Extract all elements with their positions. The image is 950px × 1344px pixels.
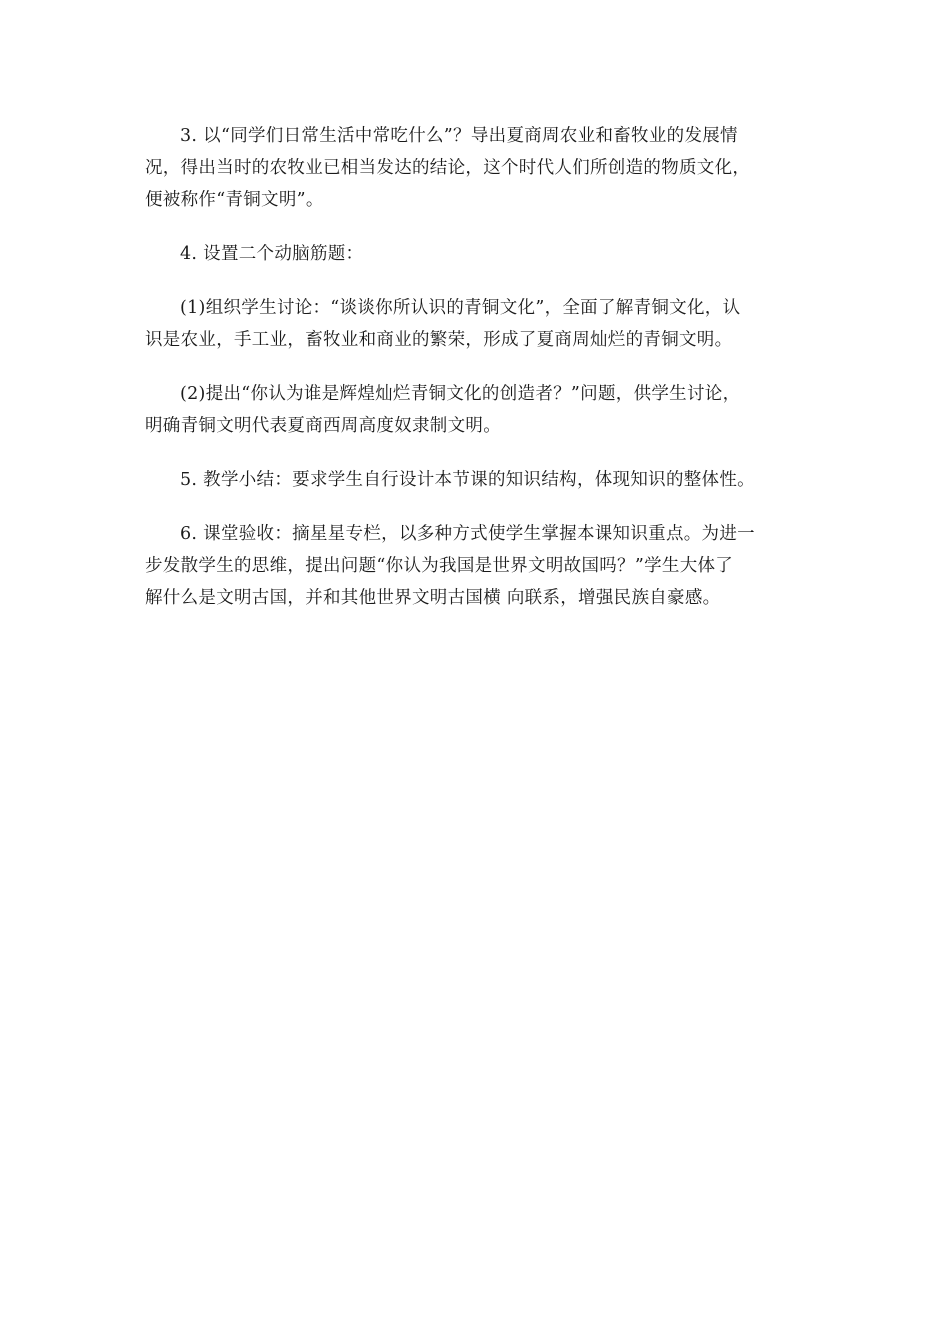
paragraph-line: (1)组织学生讨论：“谈谈你所认识的青铜文化”，全面了解青铜文化，认: [180, 298, 741, 318]
document-body: [145, 120, 810, 636]
paragraph-line: 步发散学生的思维，提出问题“你认为我国是世界文明故国吗？”学生大体了: [145, 556, 734, 576]
paragraph-question-1: [145, 292, 810, 356]
paragraph-line: 便被称作“青铜文明”。: [145, 190, 324, 210]
paragraph-line: 明确青铜文明代表夏商西周高度奴隶制文明。: [145, 416, 501, 436]
paragraph-line: 5. 教学小结：要求学生自行设计本节课的知识结构，体现知识的整体性。: [180, 470, 755, 490]
paragraph-line: 4. 设置二个动脑筋题：: [180, 244, 364, 264]
paragraph-step-6: [145, 518, 810, 614]
paragraph-line: 况，得出当时的农牧业已相当发达的结论，这个时代人们所创造的物质文化，: [145, 158, 751, 178]
paragraph-question-2: [145, 378, 810, 442]
paragraph-line: 解什么是文明古国，并和其他世界文明古国横 向联系，增强民族自豪感。: [145, 588, 721, 608]
paragraph-step-3: [145, 120, 810, 216]
paragraph-step-5: [145, 464, 810, 496]
paragraph-line: 6. 课堂验收：摘星星专栏，以多种方式使学生掌握本课知识重点。为进一: [180, 524, 755, 544]
paragraph-line: 3. 以“同学们日常生活中常吃什么”？导出夏商周农业和畜牧业的发展情: [180, 126, 738, 146]
paragraph-line: (2)提出“你认为谁是辉煌灿烂青铜文化的创造者？”问题，供学生讨论，: [180, 384, 741, 404]
paragraph-line: 识是农业，手工业，畜牧业和商业的繁荣，形成了夏商周灿烂的青铜文明。: [145, 330, 733, 350]
paragraph-step-4: [145, 238, 810, 270]
